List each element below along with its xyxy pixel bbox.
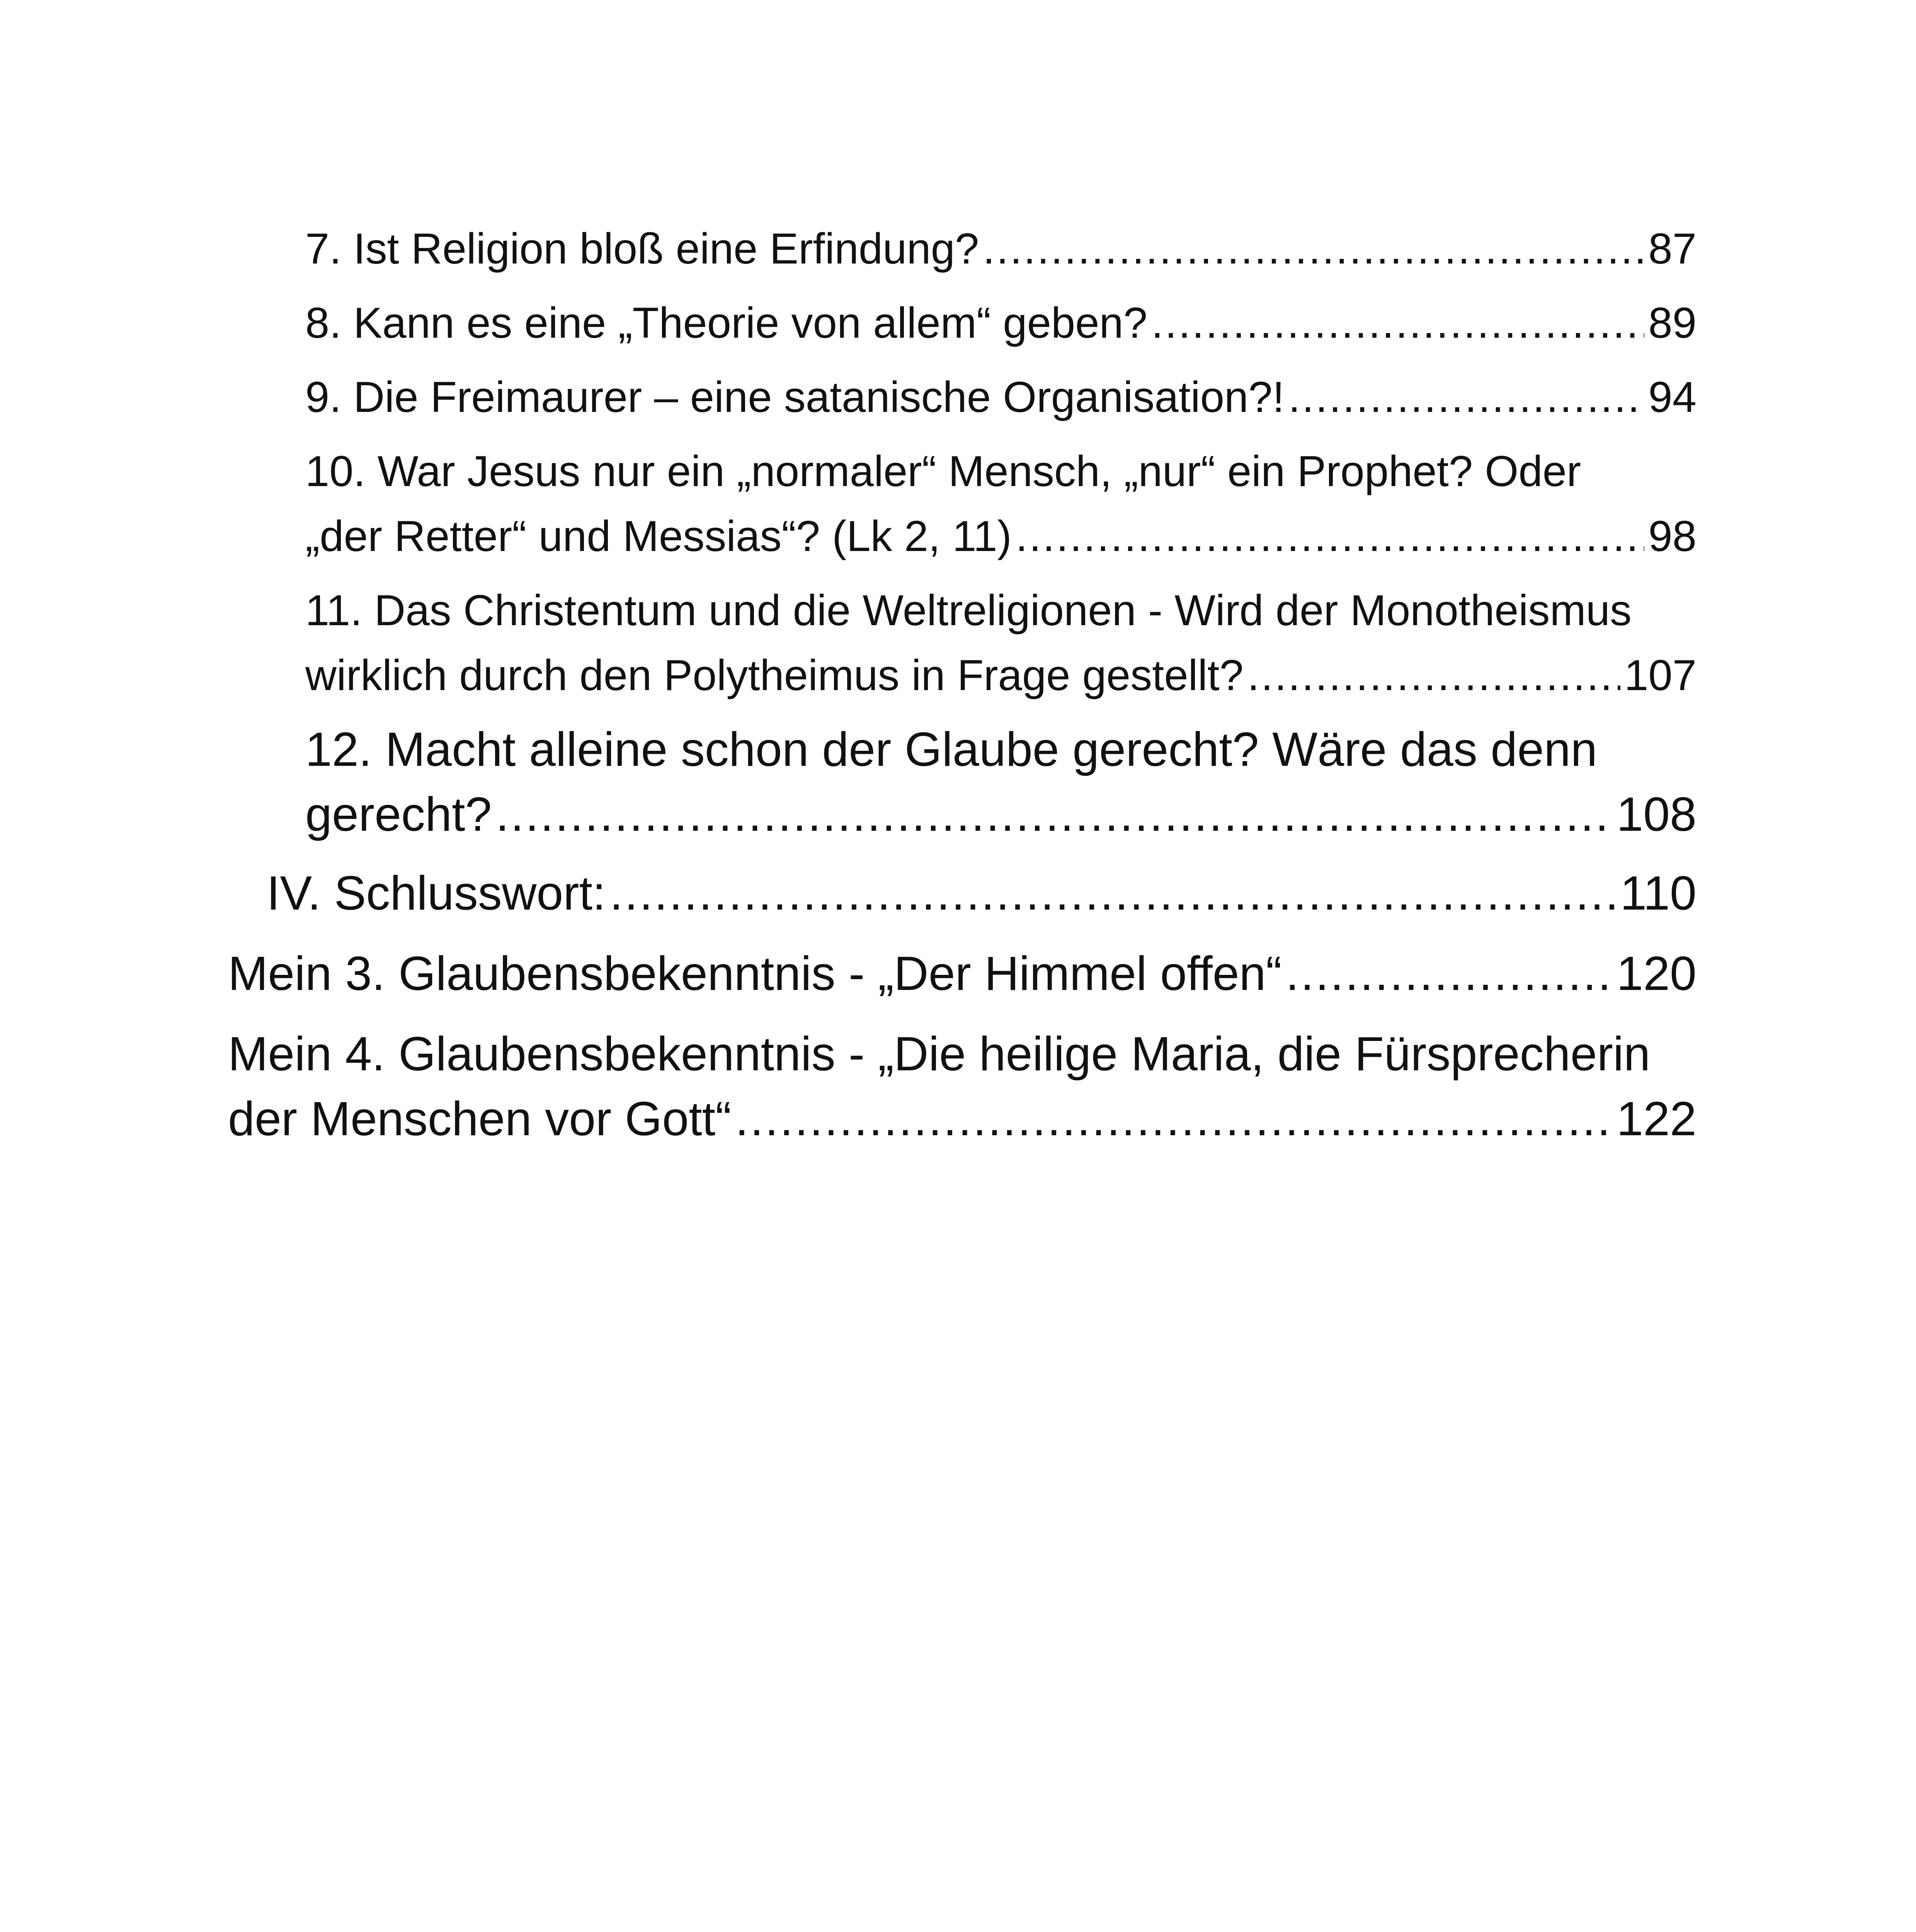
toc-entry <box>305 578 1696 708</box>
dot-leader <box>983 216 1644 281</box>
toc-entry <box>267 861 1696 926</box>
toc-entry-title: „der Retter“ und Messias“? (Lk 2, 11) <box>305 512 1012 560</box>
toc-entry-title: 7. Ist Religion bloß eine Erfindung? <box>305 224 979 273</box>
toc-entry <box>228 941 1696 1006</box>
toc-entry-page: 108 <box>1617 788 1696 841</box>
toc-entry-line <box>305 291 1696 355</box>
toc-entry <box>305 216 1696 281</box>
toc-entry-title: Mein 3. Glaubensbekenntnis - „Der Himmel offen“ <box>228 947 1282 1000</box>
toc-entry-line <box>305 216 1696 281</box>
dot-leader <box>1247 643 1620 708</box>
dot-leader <box>735 1087 1613 1151</box>
table-of-contents <box>228 216 1696 1167</box>
dot-leader <box>1016 504 1644 569</box>
toc-entry-page: 120 <box>1617 947 1696 1000</box>
toc-entry-page: 98 <box>1648 512 1696 560</box>
toc-entry-title: 8. Kann es eine „Theorie von allem“ geben? <box>305 299 1148 347</box>
toc-entry-page: 107 <box>1624 651 1696 699</box>
dot-leader <box>1151 291 1644 355</box>
toc-entry-title: der Menschen vor Gott“ <box>228 1092 732 1146</box>
toc-entry-line <box>305 643 1696 708</box>
toc-entry-page: 110 <box>1620 867 1696 920</box>
toc-entry <box>305 439 1696 569</box>
toc-entry <box>228 1022 1696 1151</box>
toc-entry <box>305 365 1696 430</box>
toc-entry-page: 94 <box>1648 373 1696 421</box>
dot-leader <box>496 782 1613 847</box>
toc-entry-line <box>228 1087 1696 1151</box>
dot-leader <box>1288 365 1645 430</box>
toc-entry-page: 87 <box>1648 224 1696 273</box>
toc-entry-first-line: 10. War Jesus nur ein „normaler“ Mensch, „nur“ ein Prophet? Oder <box>305 447 1581 495</box>
toc-entry-first-line: Mein 4. Glaubensbekenntnis - „Die heilige Maria, die Fürsprecherin <box>228 1027 1651 1081</box>
toc-entry <box>305 291 1696 355</box>
toc-entry-title: IV. Schlusswort: <box>267 867 606 920</box>
toc-entry-title: 9. Die Freimaurer – eine satanische Organisation?! <box>305 373 1285 421</box>
toc-entry-line <box>305 365 1696 430</box>
toc-entry-page: 89 <box>1648 299 1696 347</box>
toc-entry-line <box>305 504 1696 569</box>
toc-entry-title: wirklich durch den Polytheimus in Frage gestellt? <box>305 651 1244 699</box>
toc-entry-line <box>267 861 1696 926</box>
toc-entry-line <box>228 941 1696 1006</box>
toc-entry-page: 122 <box>1617 1092 1696 1146</box>
toc-entry-title: gerecht? <box>305 788 492 841</box>
toc-entry-first-line: 12. Macht alleine schon der Glaube gerecht? Wäre das denn <box>305 723 1598 776</box>
toc-entry-line <box>305 782 1696 847</box>
toc-entry-first-line: 11. Das Christentum und die Weltreligionen - Wird der Monotheismus <box>305 586 1632 634</box>
toc-entry <box>305 717 1696 847</box>
dot-leader <box>1286 941 1613 1006</box>
dot-leader <box>610 861 1617 926</box>
